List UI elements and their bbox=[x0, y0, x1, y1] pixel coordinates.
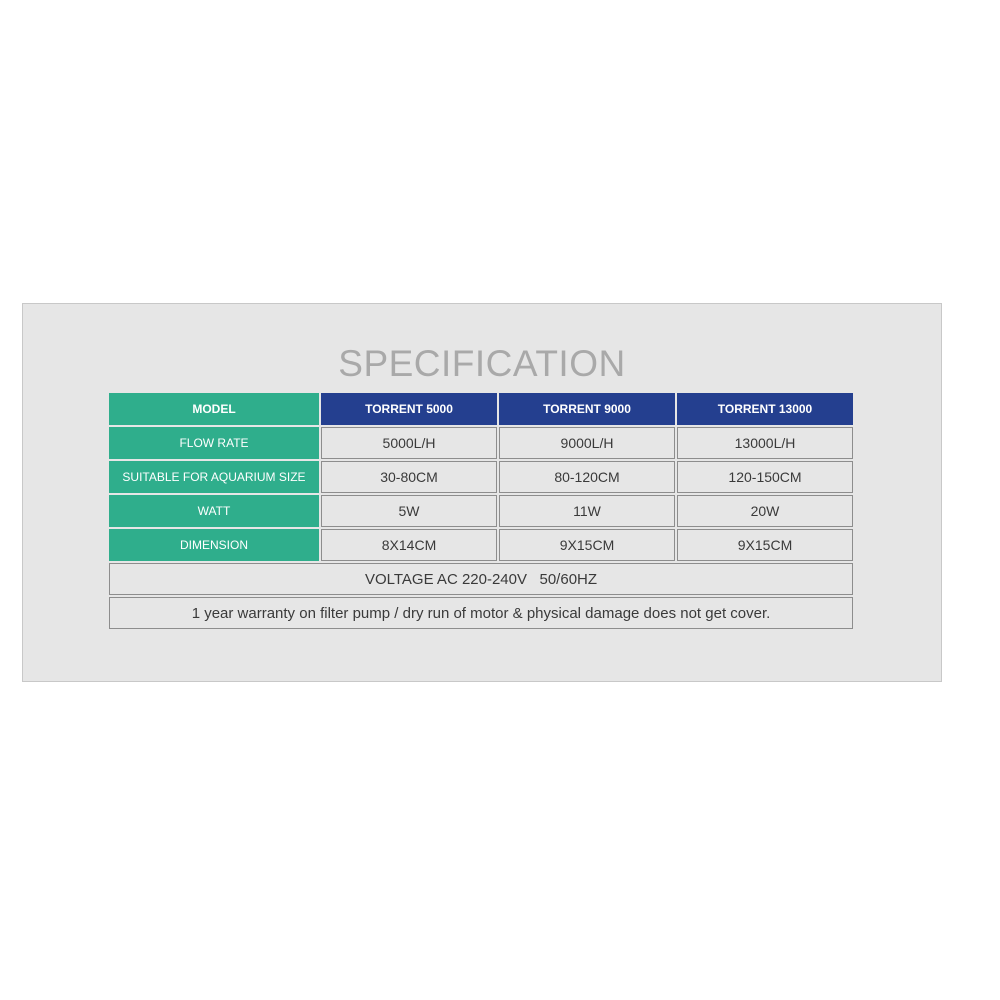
table-cell: 120-150CM bbox=[677, 461, 853, 493]
row-label-flow-rate: FLOW RATE bbox=[109, 427, 319, 459]
spec-table bbox=[109, 393, 854, 629]
table-cell: 20W bbox=[677, 495, 853, 527]
table-cell: 11W bbox=[499, 495, 675, 527]
header-model-2: TORRENT 9000 bbox=[499, 393, 675, 425]
warranty-row: 1 year warranty on filter pump / dry run of motor & physical damage does not get cover. bbox=[109, 597, 853, 629]
header-label-model: MODEL bbox=[109, 393, 319, 425]
voltage-row: VOLTAGE AC 220-240V 50/60HZ bbox=[109, 563, 853, 595]
header-model-3: TORRENT 13000 bbox=[677, 393, 853, 425]
table-cell: 9X15CM bbox=[499, 529, 675, 561]
row-label-aquarium-size: SUITABLE FOR AQUARIUM SIZE bbox=[109, 461, 319, 493]
table-cell: 30-80CM bbox=[321, 461, 497, 493]
page-title: SPECIFICATION bbox=[338, 343, 626, 384]
table-cell: 5000L/H bbox=[321, 427, 497, 459]
table-cell: 9X15CM bbox=[677, 529, 853, 561]
table-cell: 80-120CM bbox=[499, 461, 675, 493]
table-cell: 8X14CM bbox=[321, 529, 497, 561]
table-cell: 5W bbox=[321, 495, 497, 527]
table-cell: 9000L/H bbox=[499, 427, 675, 459]
row-label-dimension: DIMENSION bbox=[109, 529, 319, 561]
row-label-watt: WATT bbox=[109, 495, 319, 527]
table-cell: 13000L/H bbox=[677, 427, 853, 459]
header-model-1: TORRENT 5000 bbox=[321, 393, 497, 425]
